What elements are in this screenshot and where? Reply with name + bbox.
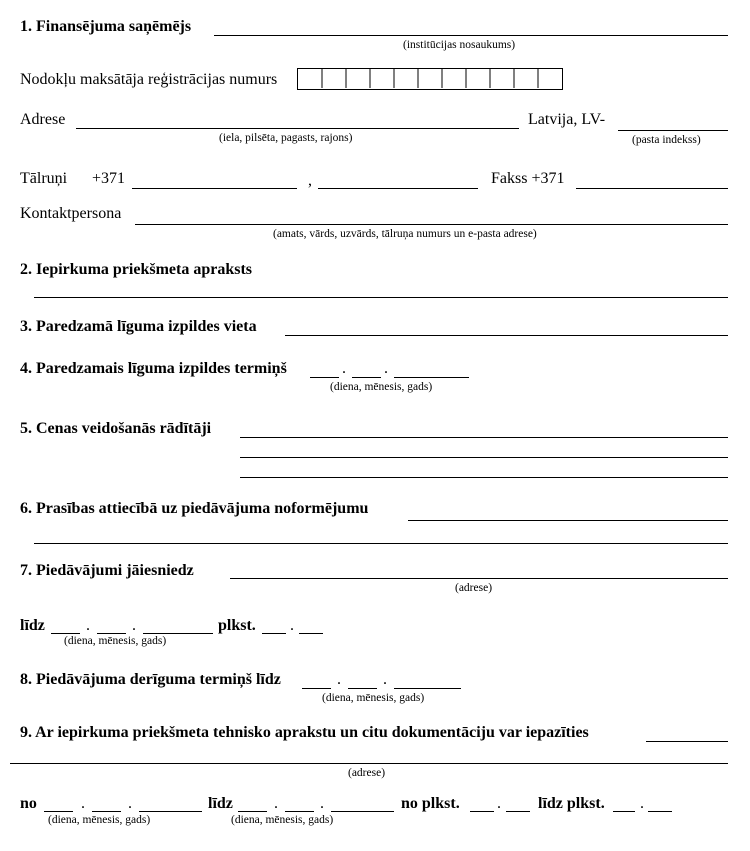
description-field[interactable] [34, 297, 728, 298]
section-7-heading: 7. Piedāvājumi jāiesniedz [20, 562, 194, 579]
submission-address-caption: (adrese) [455, 582, 493, 594]
date-dot: . [337, 671, 341, 688]
price-field-2[interactable] [240, 457, 728, 458]
submission-time-label: plkst. [218, 617, 256, 634]
validity-day-field[interactable] [302, 688, 331, 689]
requirements-field-1[interactable] [408, 520, 728, 521]
section-1-heading: 1. Finansējuma saņēmējs [20, 18, 192, 35]
date-dot: . [81, 795, 85, 812]
time-dot: . [640, 795, 644, 812]
phone-separator: , [308, 172, 312, 189]
doc-from-year-field[interactable] [139, 811, 202, 812]
phone-1-field[interactable] [132, 188, 297, 189]
section-9-heading: 9. Ar iepirkuma priekšmeta tehnisko aprakstu un citu dokumentāciju var iepazīties [20, 724, 589, 741]
submission-minute-field[interactable] [299, 633, 323, 634]
section-8-heading: 8. Piedāvājuma derīguma termiņš līdz [20, 671, 281, 688]
submission-year-field[interactable] [143, 633, 213, 634]
phone-prefix: +371 [92, 170, 126, 187]
documentation-address-field[interactable] [10, 763, 728, 764]
requirements-field-2[interactable] [34, 543, 728, 544]
doc-until-day-field[interactable] [238, 811, 267, 812]
doc-from-month-field[interactable] [92, 811, 121, 812]
address-label: Adrese [20, 111, 66, 128]
price-field-3[interactable] [240, 477, 728, 478]
term-year-field[interactable] [394, 377, 469, 378]
tax-number-label: Nodokļu maksātāja reģistrācijas numurs [20, 71, 278, 88]
doc-until-time-label: līdz plkst. [538, 795, 605, 812]
documentation-address-caption: (adrese) [348, 767, 386, 779]
tax-number-box-dividers [298, 69, 561, 88]
doc-from-date-caption: (diena, mēnesis, gads) [48, 814, 151, 826]
place-field[interactable] [285, 335, 728, 336]
term-month-field[interactable] [352, 377, 381, 378]
section-3-heading: 3. Paredzamā līguma izpildes vieta [20, 318, 257, 335]
contact-field[interactable] [135, 224, 728, 225]
doc-until-month-field[interactable] [285, 811, 314, 812]
price-field-1[interactable] [240, 437, 728, 438]
phone-label: Tālruņi [20, 170, 68, 187]
date-dot: . [274, 795, 278, 812]
submission-address-field[interactable] [230, 578, 728, 579]
term-day-field[interactable] [310, 377, 339, 378]
doc-from-hour-field[interactable] [470, 811, 494, 812]
date-dot: . [86, 617, 90, 634]
doc-from-day-field[interactable] [44, 811, 73, 812]
submission-hour-field[interactable] [262, 633, 286, 634]
doc-from-time-label: no plkst. [401, 795, 460, 812]
submission-month-field[interactable] [97, 633, 126, 634]
postal-code-caption: (pasta indekss) [632, 134, 701, 146]
date-dot: . [128, 795, 132, 812]
address-field[interactable] [76, 128, 519, 129]
date-dot: . [342, 360, 346, 377]
doc-until-label: līdz [208, 795, 233, 812]
recipient-name-caption: (institūcijas nosaukums) [403, 39, 516, 51]
validity-date-caption: (diena, mēnesis, gads) [322, 692, 425, 704]
contact-label: Kontaktpersona [20, 205, 122, 222]
section-4-heading: 4. Paredzamais līguma izpildes termiņš [20, 360, 287, 377]
documentation-field-1[interactable] [646, 741, 728, 742]
time-dot: . [290, 617, 294, 634]
term-date-caption: (diena, mēnesis, gads) [330, 381, 433, 393]
fax-field[interactable] [576, 188, 728, 189]
postal-code-field[interactable] [618, 130, 728, 131]
doc-until-hour-field[interactable] [613, 811, 635, 812]
date-dot: . [132, 617, 136, 634]
doc-until-minute-field[interactable] [648, 811, 672, 812]
phone-2-field[interactable] [318, 188, 478, 189]
section-5-heading: 5. Cenas veidošanās rādītāji [20, 420, 212, 437]
date-dot: . [320, 795, 324, 812]
submission-day-field[interactable] [51, 633, 80, 634]
date-dot: . [384, 360, 388, 377]
date-dot: . [383, 671, 387, 688]
doc-until-year-field[interactable] [331, 811, 394, 812]
doc-from-label: no [20, 795, 37, 812]
time-dot: . [497, 795, 501, 812]
validity-month-field[interactable] [348, 688, 377, 689]
fax-label: Fakss +371 [491, 170, 565, 187]
validity-year-field[interactable] [394, 688, 461, 689]
submission-date-caption: (diena, mēnesis, gads) [64, 635, 167, 647]
tax-number-boxes[interactable] [297, 68, 563, 90]
address-caption: (iela, pilsēta, pagasts, rajons) [219, 132, 353, 144]
section-2-heading: 2. Iepirkuma priekšmeta apraksts [20, 261, 253, 278]
submission-until-label: līdz [20, 617, 45, 634]
recipient-name-field[interactable] [214, 35, 728, 36]
country-label: Latvija, LV- [528, 111, 606, 128]
doc-until-date-caption: (diena, mēnesis, gads) [231, 814, 334, 826]
section-6-heading: 6. Prasības attiecībā uz piedāvājuma noformējumu [20, 500, 369, 517]
contact-caption: (amats, vārds, uzvārds, tālruņa numurs un e-pasta adrese) [273, 228, 537, 240]
doc-from-minute-field[interactable] [506, 811, 530, 812]
